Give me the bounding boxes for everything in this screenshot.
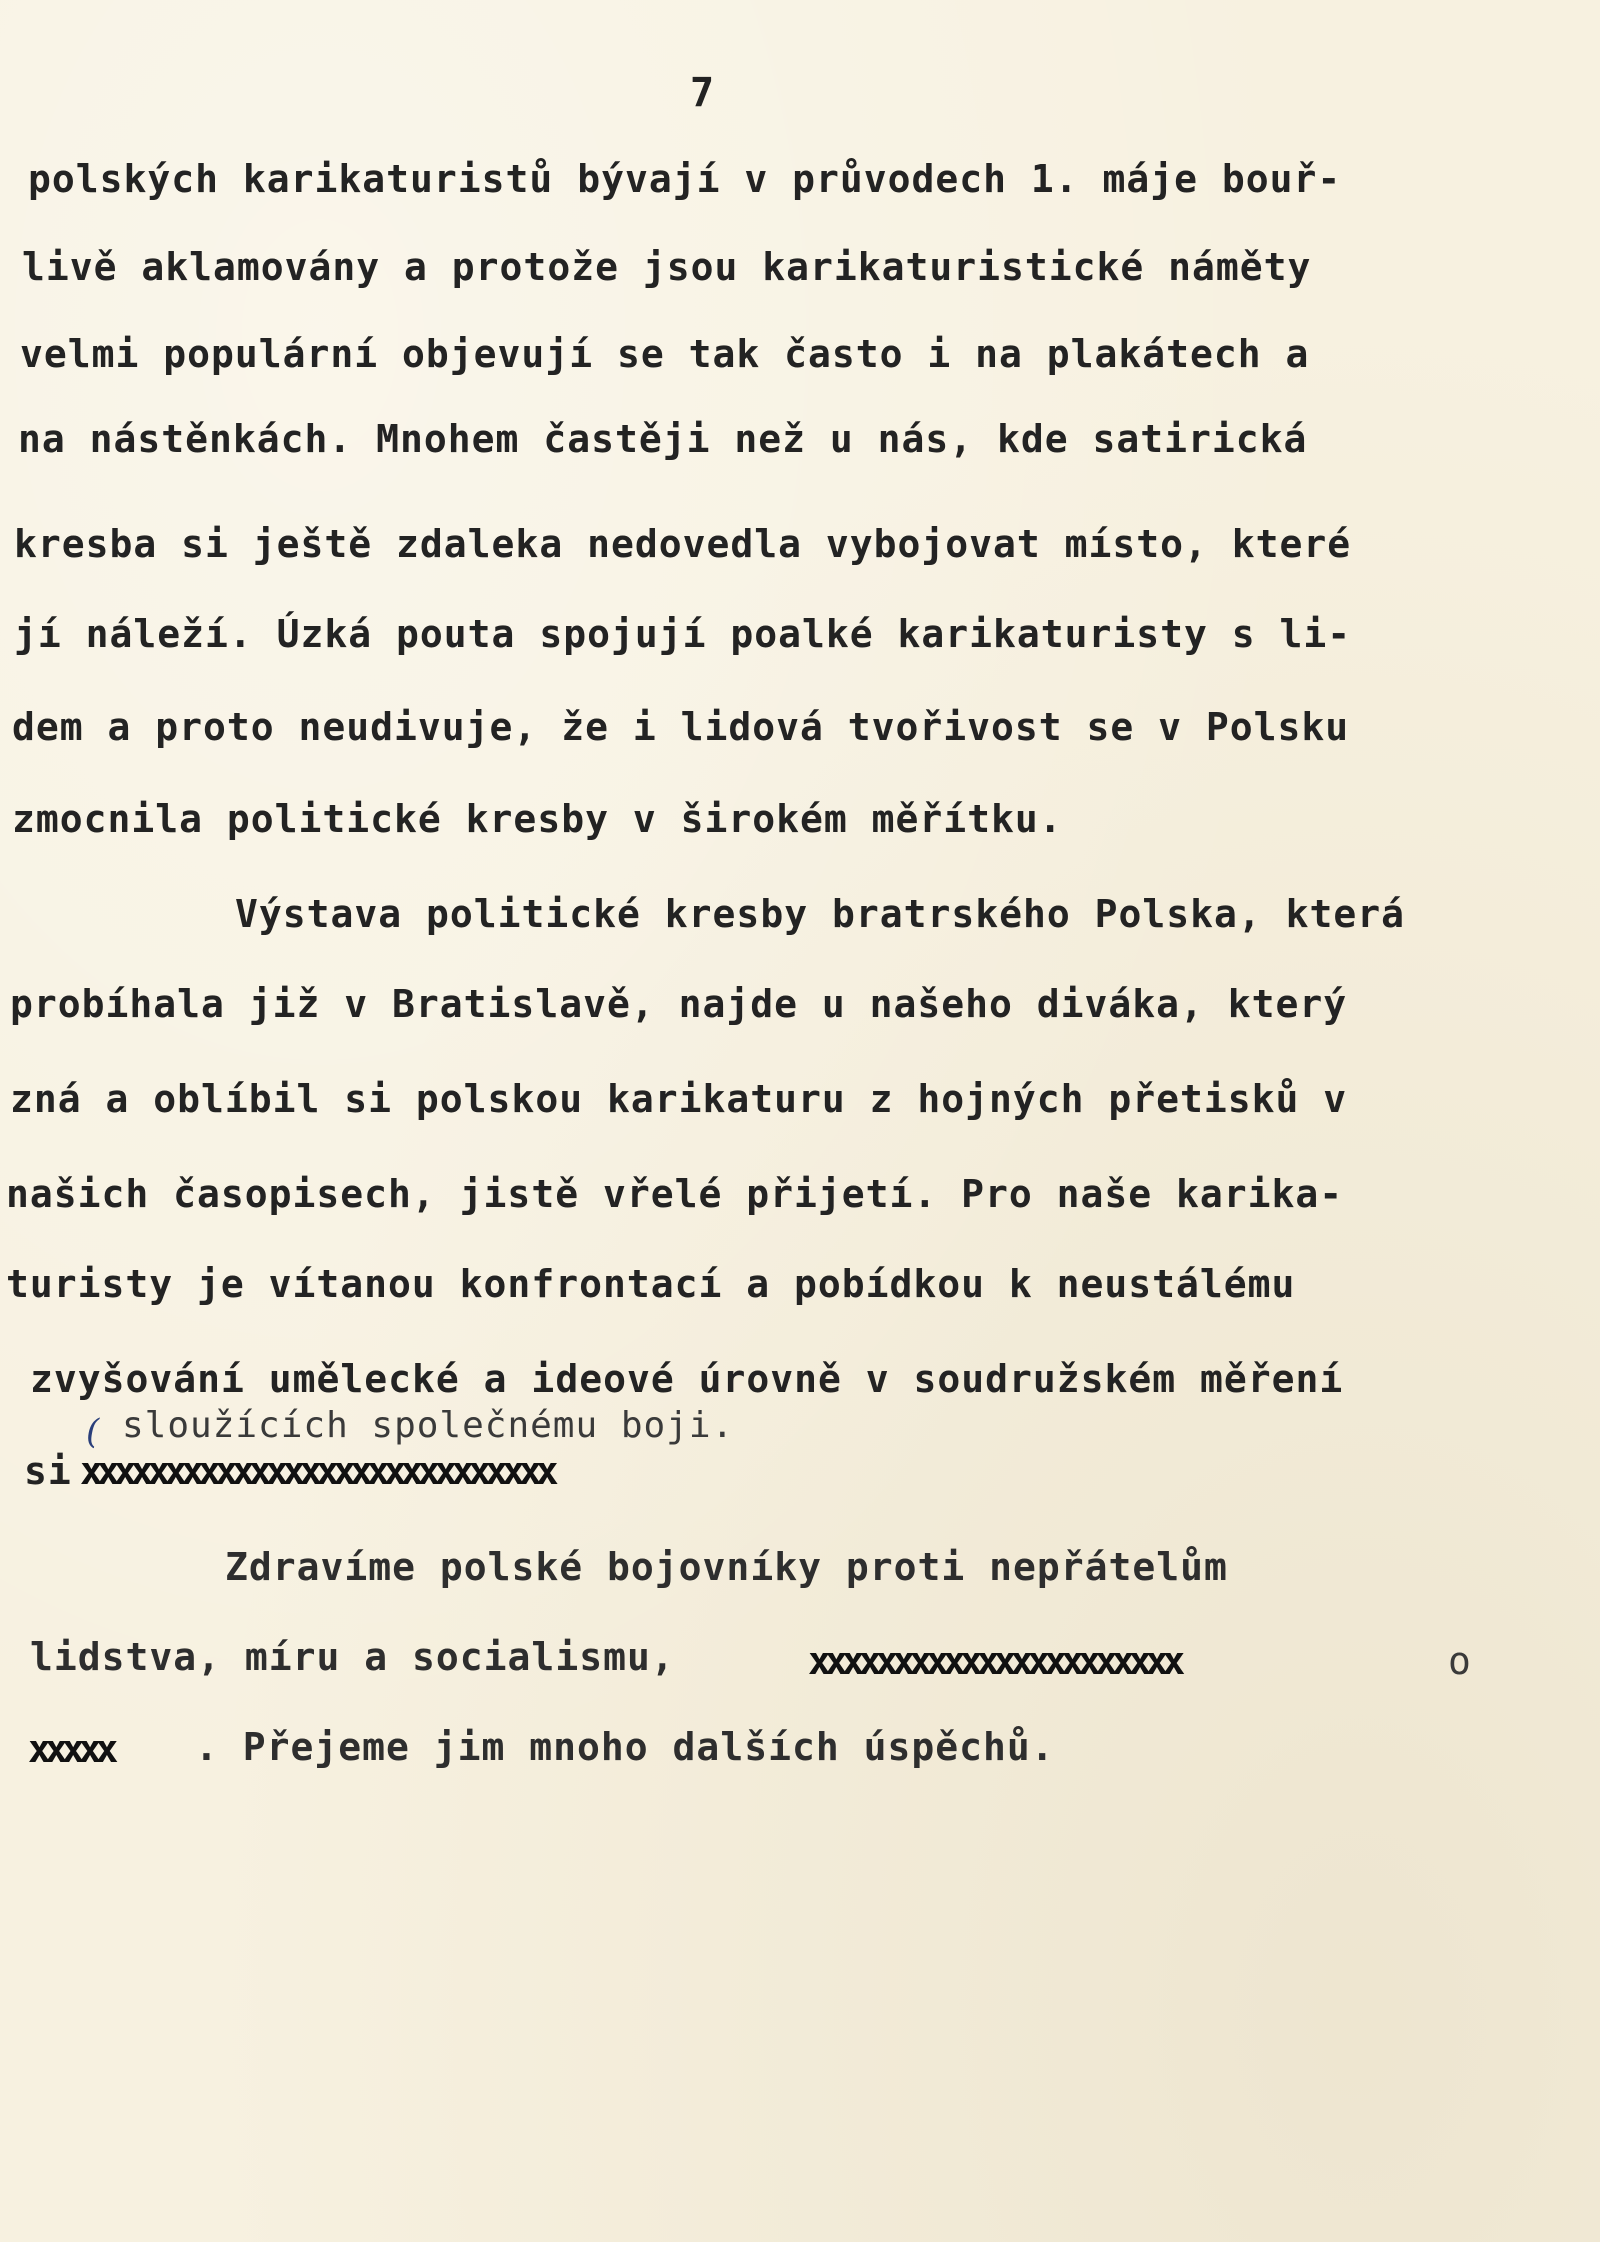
text-line: Výstava politické kresby bratrského Polska, která bbox=[235, 892, 1406, 936]
text-line: Zdravíme polské bojovníky proti nepřátelům bbox=[225, 1545, 1228, 1589]
text-line: velmi populární objevují se tak často i na plakátech a bbox=[20, 332, 1310, 376]
text-line: livě aklamovány a protože jsou karikaturistické náměty bbox=[22, 245, 1312, 289]
insertion-caret-mark: ( bbox=[86, 1412, 100, 1452]
text-line: dem a proto neudivuje, že i lidová tvořivost se v Polsku bbox=[12, 705, 1350, 749]
text-line: zvyšování umělecké a ideové úrovně v soudružském měření bbox=[30, 1357, 1344, 1401]
text-line: jí náleží. Úzká pouta spojují poalké karikaturisty s li- bbox=[14, 612, 1352, 656]
struck-out-text: xxxxxxxxxxxxxxxxxxxxxxxxxxxx bbox=[80, 1449, 553, 1493]
text-line: zná a oblíbil si polskou karikaturu z hojných přetisků v bbox=[10, 1077, 1348, 1121]
text-line: si bbox=[24, 1449, 72, 1493]
text-line: zmocnila politické kresby v širokém měřítku. bbox=[12, 797, 1063, 841]
text-line: o bbox=[1448, 1639, 1472, 1683]
text-line: polských karikaturistů bývají v průvodech 1. máje bouř- bbox=[28, 157, 1342, 201]
text-line: turisty je vítanou konfrontací a pobídkou k neustálému bbox=[6, 1262, 1296, 1306]
text-line: probíhala již v Bratislavě, najde u našeho diváka, který bbox=[10, 982, 1348, 1026]
page-number: 7 bbox=[690, 70, 715, 116]
text-line: našich časopisech, jistě vřelé přijetí. Pro naše karika- bbox=[6, 1172, 1344, 1216]
text-line: lidstva, míru a socialismu, bbox=[30, 1635, 675, 1679]
struck-out-text: xxxxxxxxxxxxxxxxxxxxxx bbox=[808, 1639, 1180, 1683]
struck-out-text: xxxxx bbox=[28, 1727, 113, 1771]
inserted-correction: sloužících společnému boji. bbox=[122, 1405, 735, 1446]
text-line: na nástěnkách. Mnohem častěji než u nás, kde satirická bbox=[18, 417, 1308, 461]
text-line: . Přejeme jim mnoho dalších úspěchů. bbox=[195, 1725, 1055, 1769]
text-line: kresba si ještě zdaleka nedovedla vybojovat místo, které bbox=[14, 522, 1352, 566]
